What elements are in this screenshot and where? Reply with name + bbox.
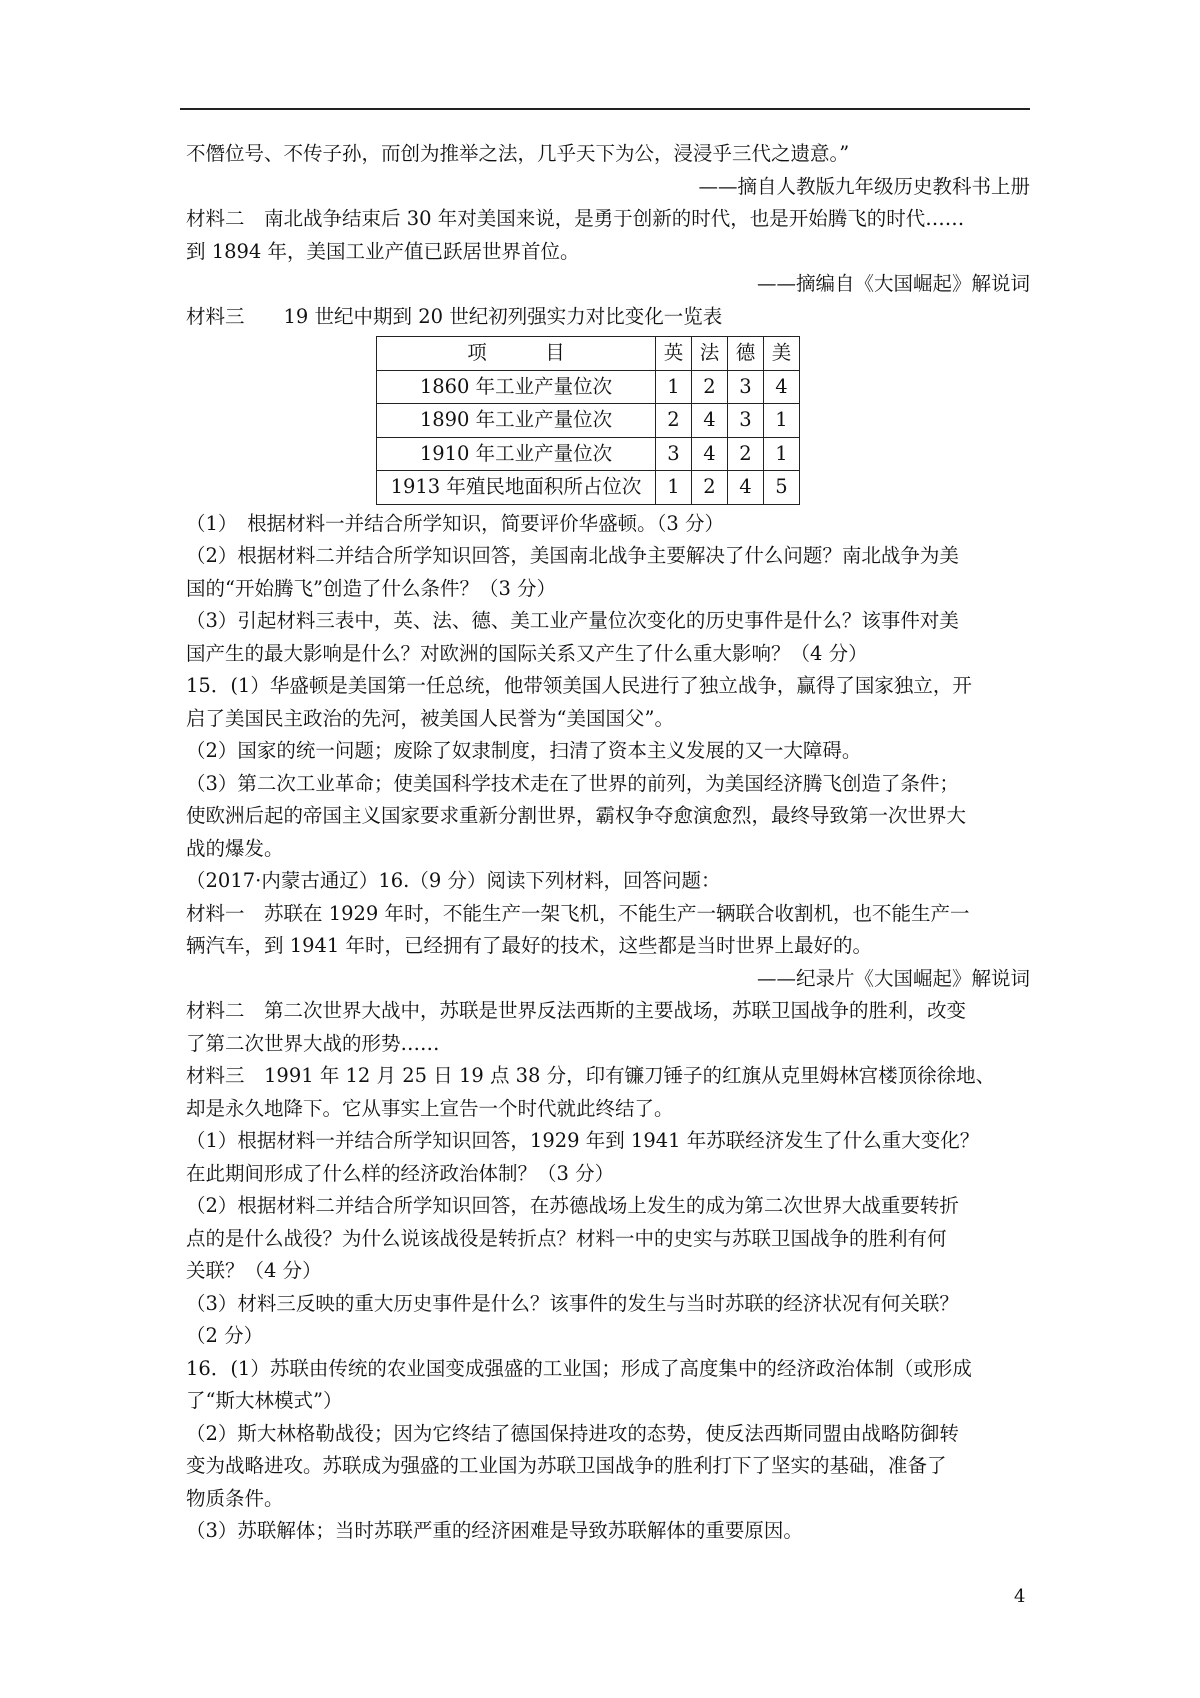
table-cell: 3 [656, 437, 692, 471]
table-cell: 4 [692, 404, 728, 438]
header-rule [180, 108, 1030, 110]
answer-line: （3）苏联解体；当时苏联严重的经济困难是导致苏联解体的重要原因。 [186, 1519, 803, 1542]
table-cell: 3 [728, 404, 764, 438]
table-cell: 1860 年工业产量位次 [377, 370, 656, 404]
table-row [377, 471, 800, 505]
text-line: 辆汽车，到 1941 年时，已经拥有了最好的技术，这些都是当时世界上最好的。 [186, 934, 873, 957]
question-line: 在此期间形成了什么样的经济政治体制？（3 分） [186, 1161, 615, 1185]
table-cell: 2 [728, 437, 764, 471]
question-line: （2 分） [186, 1324, 264, 1347]
text-line: 材料一 苏联在 1929 年时，不能生产一架飞机，不能生产一辆联合收割机，也不能生产一 [186, 901, 970, 925]
table-row [377, 404, 800, 438]
text-line: 却是永久地降下。它从事实上宣告一个时代就此终结了。 [186, 1096, 674, 1120]
answer-line: （2）斯大林格勒战役；因为它终结了德国保持进攻的态势，使反法西斯同盟由战略防御转 [186, 1421, 959, 1445]
table-row [377, 370, 800, 404]
table-header-row [377, 337, 800, 371]
question-line: 国的“开始腾飞”创造了什么条件？（3 分） [186, 576, 557, 600]
power-comparison-table [376, 336, 800, 505]
table-cell: 4 [728, 471, 764, 505]
table-cell: 3 [728, 370, 764, 404]
text-line: 材料二 南北战争结束后 30 年对美国来说，是勇于创新的时代，也是开始腾飞的时代…… [186, 207, 965, 230]
question-line: 国产生的最大影响是什么？对欧洲的国际关系又产生了什么重大影响？（4 分） [186, 641, 868, 665]
question-line: （3）材料三反映的重大历史事件是什么？该事件的发生与当时苏联的经济状况有何关联？ [186, 1291, 959, 1315]
source-attribution: ——摘编自《大国崛起》解说词 [756, 272, 1030, 295]
table-cell: 1890 年工业产量位次 [377, 404, 656, 438]
table-header-cell: 法 [692, 337, 728, 371]
question-line: 关联？（4 分） [186, 1259, 322, 1282]
table-cell: 1 [656, 471, 692, 505]
answer-line: 15．(1）华盛顿是美国第一任总统，他带领美国人民进行了独立战争，赢得了国家独立，开 [186, 674, 972, 697]
answer-line: 启了美国民主政治的先河，被美国人民誉为“美国国父”。 [186, 706, 674, 730]
table-cell: 1 [764, 437, 800, 471]
text-line: 材料三 1991 年 12 月 25 日 19 点 38 分，印有镰刀锤子的红旗从克里姆林宫楼顶徐徐地、 [186, 1064, 996, 1087]
source-attribution: ——纪录片《大国崛起》解说词 [756, 966, 1030, 990]
table-header-cell: 英 [656, 337, 692, 371]
answer-line: （3）第二次工业革命；使美国科学技术走在了世界的前列，为美国经济腾飞创造了条件； [186, 771, 959, 795]
table-cell: 4 [692, 437, 728, 471]
table-cell: 4 [764, 370, 800, 404]
table-row [377, 437, 800, 471]
question-line: （1） 根据材料一并结合所学知识，简要评价华盛顿。（3 分） [186, 511, 725, 535]
table-header-cell: 德 [728, 337, 764, 371]
source-attribution: ——摘自人教版九年级历史教科书上册 [698, 174, 1030, 198]
answer-line: 战的爆发。 [186, 836, 284, 860]
question-line: （3）引起材料三表中，英、法、德、美工业产量位次变化的历史事件是什么？该事件对美 [186, 609, 959, 632]
answer-line: 16．(1）苏联由传统的农业国变成强盛的工业国；形成了高度集中的经济政治体制（或形成 [186, 1356, 972, 1380]
table-header-cell: 美 [764, 337, 800, 371]
question-line: （2）根据材料二并结合所学知识回答，在苏德战场上发生的成为第二次世界大战重要转折 [186, 1194, 959, 1217]
text-line: 材料二 第二次世界大战中，苏联是世界反法西斯的主要战场，苏联卫国战争的胜利，改变 [186, 999, 967, 1022]
table-cell: 5 [764, 471, 800, 505]
table-cell: 2 [692, 370, 728, 404]
table-cell: 1913 年殖民地面积所占位次 [377, 471, 656, 505]
answer-line: 变为战略进攻。苏联成为强盛的工业国为苏联卫国战争的胜利打下了坚实的基础，准备了 [186, 1454, 947, 1477]
text-line: 了第二次世界大战的形势…… [186, 1031, 440, 1055]
text-line: 不僭位号、不传子孙，而创为推举之法，几乎天下为公，浸浸乎三代之遗意。” [186, 142, 850, 165]
table-cell: 1910 年工业产量位次 [377, 437, 656, 471]
table-header-cell: 项 目 [377, 337, 656, 371]
table-caption: 材料三 19 世纪中期到 20 世纪初列强实力对比变化一览表 [186, 304, 723, 328]
page-content [186, 138, 1030, 1548]
table-cell: 1 [656, 370, 692, 404]
table-cell: 2 [692, 471, 728, 505]
table-cell: 1 [764, 404, 800, 438]
table-cell: 2 [656, 404, 692, 438]
answer-line: 物质条件。 [186, 1486, 284, 1510]
answer-line: 使欧洲后起的帝国主义国家要求重新分割世界，霸权争夺愈演愈烈，最终导致第一次世界大 [186, 804, 967, 827]
page-number: 4 [1014, 1586, 1026, 1607]
answer-line: 了“斯大林模式”） [186, 1389, 343, 1412]
question-line: 点的是什么战役？为什么说该战役是转折点？材料一中的史实与苏联卫国战争的胜利有何 [186, 1226, 947, 1250]
question-heading: （2017·内蒙古通辽）16.（9 分）阅读下列材料，回答问题： [186, 869, 721, 892]
text-line: 到 1894 年，美国工业产值已跃居世界首位。 [186, 239, 580, 263]
answer-line: （2）国家的统一问题；废除了奴隶制度，扫清了资本主义发展的又一大障碍。 [186, 739, 862, 762]
question-line: （1）根据材料一并结合所学知识回答，1929 年到 1941 年苏联经济发生了什么重大变化？ [186, 1129, 980, 1152]
question-line: （2）根据材料二并结合所学知识回答，美国南北战争主要解决了什么问题？南北战争为美 [186, 544, 959, 567]
